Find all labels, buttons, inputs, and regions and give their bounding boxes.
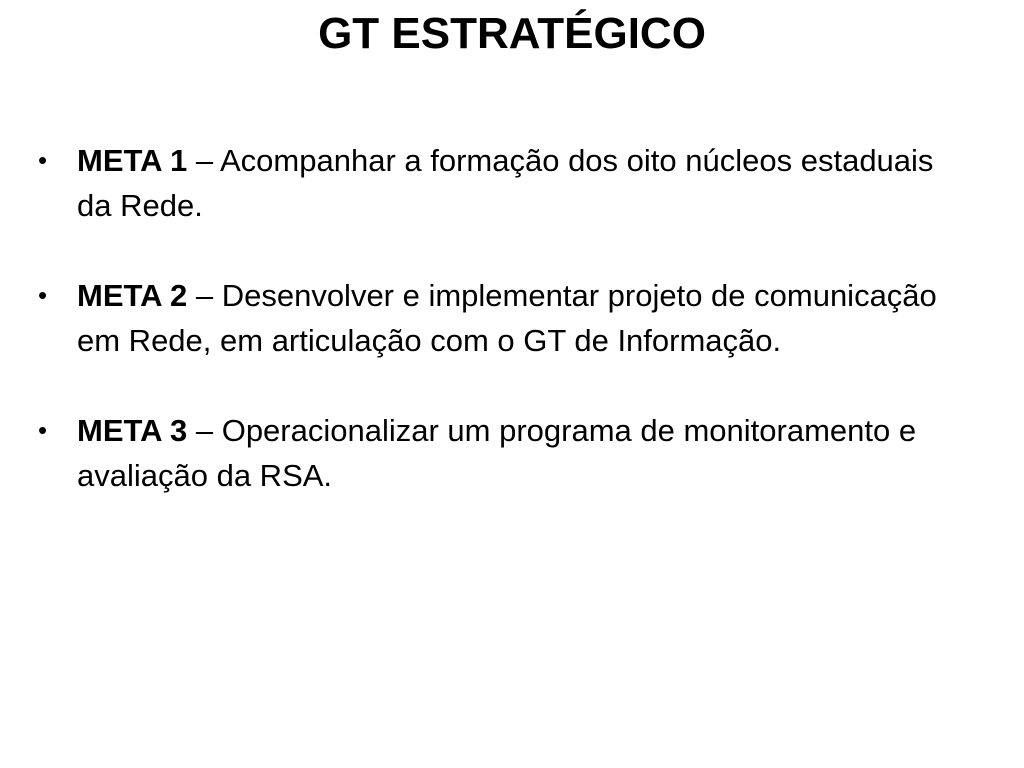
goal-separator: –	[187, 143, 220, 178]
goal-list	[38, 138, 938, 498]
goal-separator: –	[187, 413, 222, 448]
goal-text: Operacionalizar um programa de monitoramento e avaliação da RSA.	[77, 413, 917, 493]
bullet-icon: •	[38, 415, 48, 445]
goal-item-3	[38, 408, 938, 498]
bullet-icon: •	[38, 280, 48, 310]
goal-label: META 3	[77, 413, 188, 448]
goal-text: Desenvolver e implementar projeto de comunicação em Rede, em articulação com o GT de Informação.	[77, 278, 937, 358]
goal-separator: –	[187, 278, 222, 313]
goal-item-2	[38, 273, 938, 363]
goal-text: Acompanhar a formação dos oito núcleos estaduais da Rede.	[77, 143, 934, 223]
goal-item-1	[38, 138, 938, 228]
slide-title: GT ESTRATÉGICO	[318, 9, 706, 58]
goal-label: META 2	[77, 278, 188, 313]
bullet-icon: •	[38, 145, 48, 175]
goal-label: META 1	[77, 143, 188, 178]
